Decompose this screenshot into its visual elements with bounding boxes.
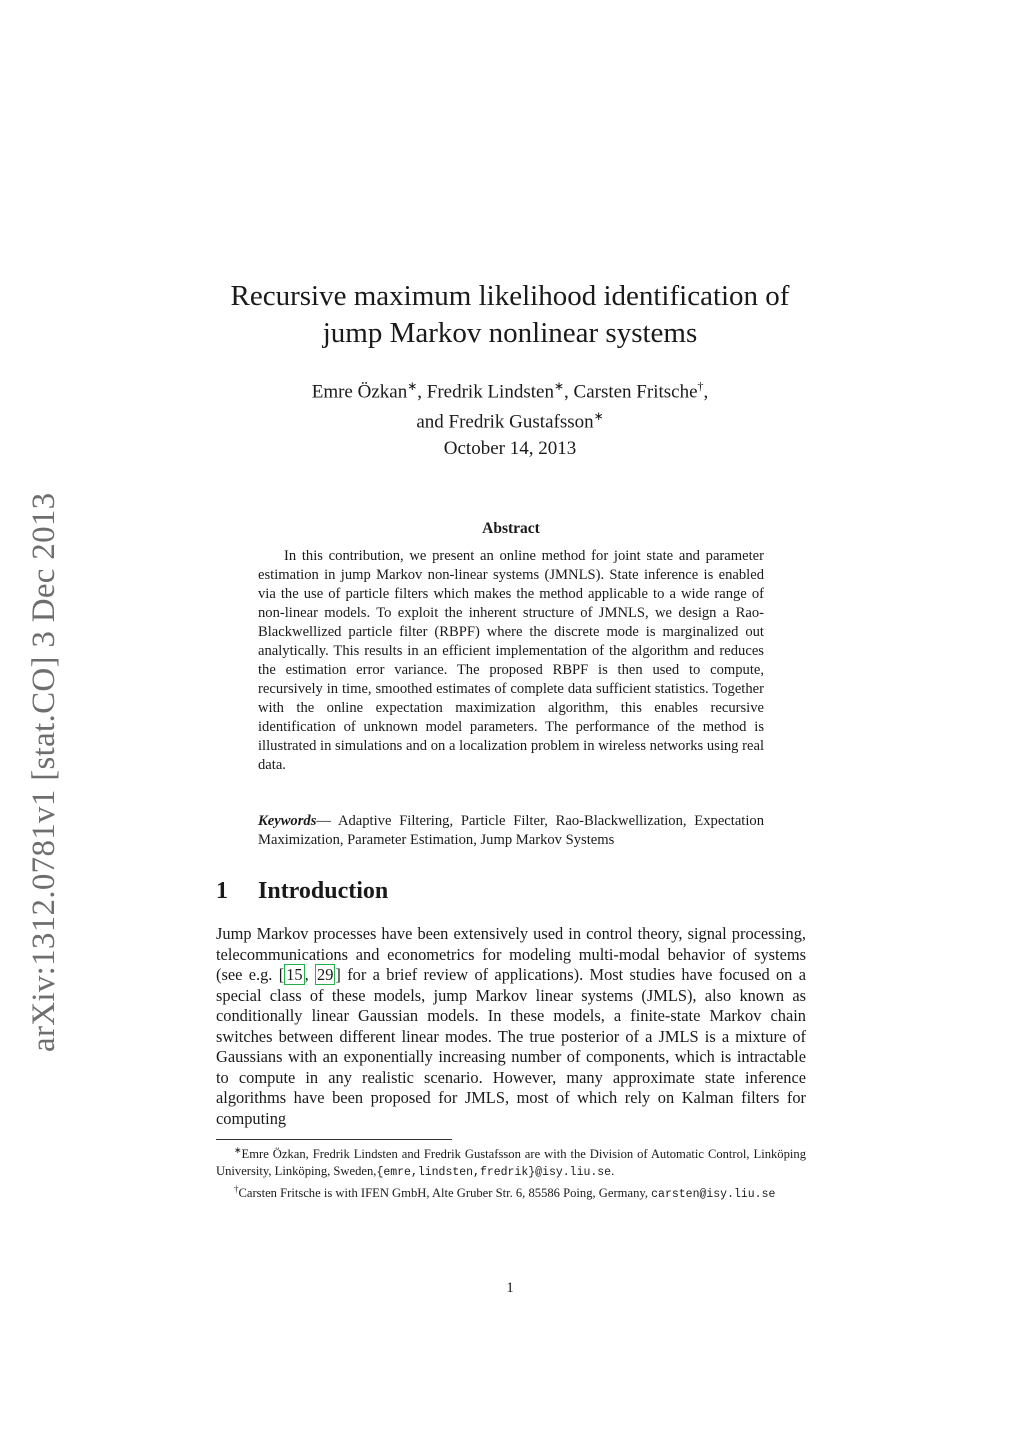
keywords-text: Adaptive Filtering, Particle Filter, Rao-Blackwellization, Expectation Maximization, Parameter Estimation, Jump Markov Systems <box>258 813 765 848</box>
affiliation-mark: † <box>697 379 704 393</box>
email-link[interactable]: carsten@isy.liu.se <box>651 1188 776 1202</box>
affiliation-mark: ∗ <box>593 409 604 424</box>
section-title: Introduction <box>258 878 389 904</box>
arxiv-id-text[interactable]: arXiv:1312.0781v1 [stat.CO] 3 Dec 2013 <box>26 492 62 1052</box>
citation-link[interactable]: 15 <box>286 965 303 984</box>
keywords: Keywords— Adaptive Filtering, Particle Filter, Rao-Blackwellization, Expectation Maximization, Parameter Estimation, Jump Markov Systems <box>258 813 765 848</box>
title-line-1: Recursive maximum likelihood identification of <box>230 280 790 312</box>
footnote-1: ∗Emre Özkan, Fredrik Lindsten and Fredrik Gustafsson are with the Division of Automatic Control, Linköping University, Linköping, Sweden,{emre,lindsten,fredrik}@isy.liu.se. <box>216 1145 806 1180</box>
affiliation-mark: ∗ <box>553 379 565 393</box>
author-name: and Fredrik Gustafsson <box>416 411 594 433</box>
publication-date: October 14, 2013 <box>443 438 577 459</box>
title-line-2: jump Markov nonlinear systems <box>322 317 698 349</box>
affiliation-mark: ∗ <box>407 379 418 393</box>
author-name: Fredrik Lindsten <box>426 381 554 403</box>
author-name: Emre Özkan <box>311 381 408 403</box>
intro-paragraph: Jump Markov processes have been extensively used in control theory, signal processing, telecommunications and econometrics for modeling multi-modal behavior of systems (see e.g. [ 15 , 29 ] for a brief review of applications). Most studies have focused on a special class of these models, jump Markov linear systems (JMLS), also known as conditionally linear Gaussian models. In these models, a finite-state Markov chain switches between different linear modes. The true posterior of a JMLS is a mixture of Gaussians with an exponentially increasing number of components, which is intractable to compute in any realistic scenario. However, many approximate state inference algorithms have been proposed for JMLS, most of which rely on Kalman filters for computing <box>216 924 806 1128</box>
author-list: Emre Özkan∗, Fredrik Lindsten∗, Carsten Fritsche†, and Fredrik Gustafsson∗ <box>311 379 709 433</box>
footnote-2: †Carsten Fritsche is with IFEN GmbH, Alte Gruber Str. 6, 85586 Poing, Germany, carsten@isy.liu.se <box>234 1184 776 1202</box>
abstract-heading: Abstract <box>482 520 540 537</box>
paper-title <box>200 278 820 352</box>
arxiv-stamp <box>20 462 68 1052</box>
abstract-body: In this contribution, we present an online method for joint state and parameter estimation in jump Markov non-linear systems (JMNLS). State inference is enabled via the use of particle filters which makes the method applicable to a wide range of non-linear models. To exploit the inherent structure of JMNLS, we design a Rao-Blackwellized particle filter (RBPF) where the discrete mode is marginalized out analytically. This results in an efficient implementation of the algorithm and reduces the estimation error variance. The proposed RBPF is then used to compute, recursively in time, smoothed estimates of complete data sufficient statistics. Together with the online expectation maximization algorithm, this enables recursive identification of unknown model parameters. The performance of the method is illustrated in simulations and on a localization problem in wireless networks using real data. <box>258 548 764 773</box>
section-heading <box>216 878 388 905</box>
footnote-divider <box>216 1139 452 1140</box>
citation-link[interactable]: 29 <box>317 965 334 984</box>
author-name: Carsten Fritsche <box>573 381 698 403</box>
page-number: 1 <box>506 1280 514 1296</box>
section-number: 1 <box>216 878 228 904</box>
email-link[interactable]: {emre,lindsten,fredrik}@isy.liu.se <box>376 1166 612 1180</box>
footnotes <box>216 1142 806 1203</box>
keywords-label: Keywords <box>258 813 317 829</box>
